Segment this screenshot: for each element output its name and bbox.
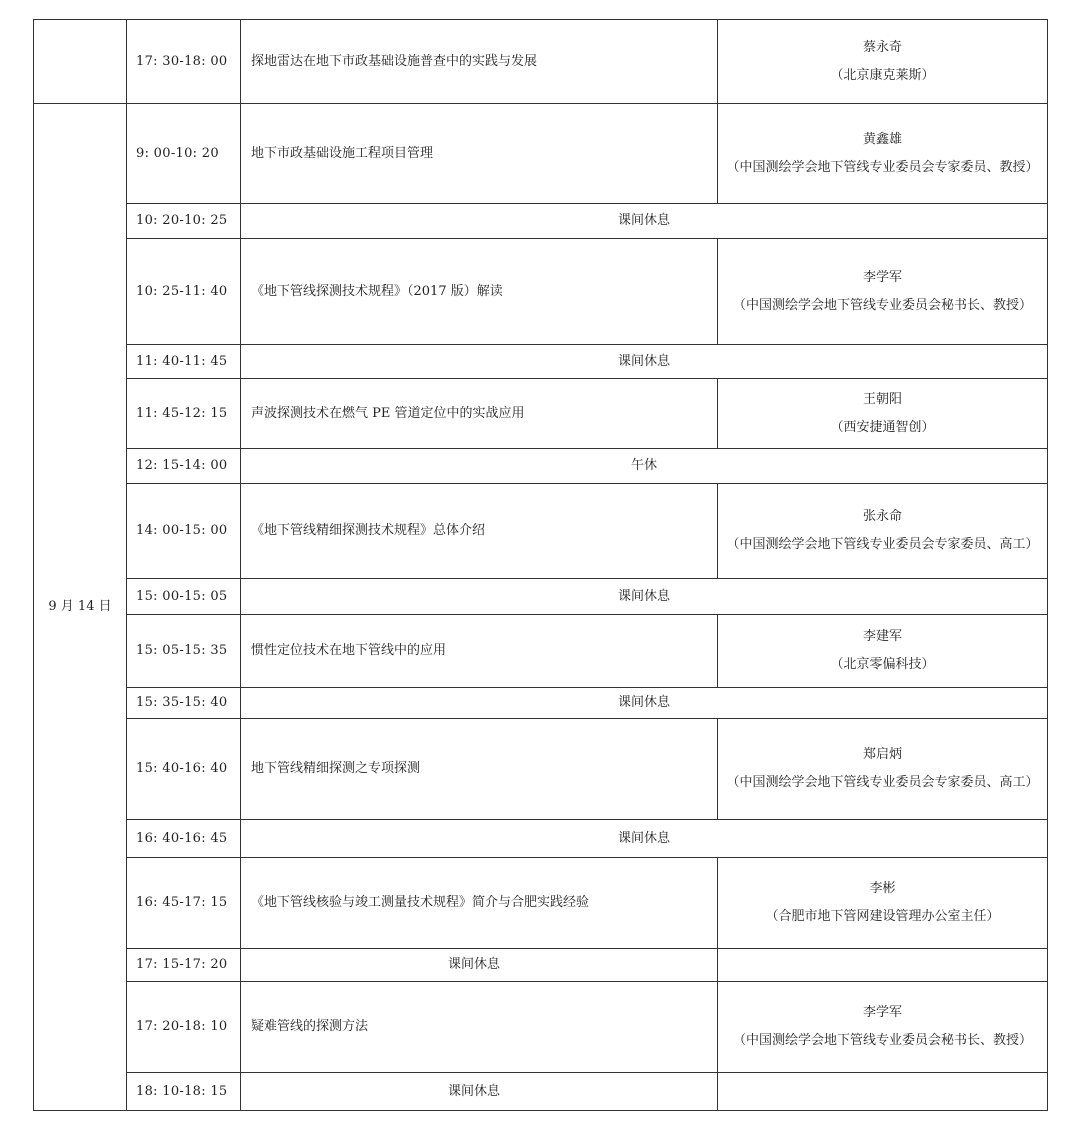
break-row	[34, 345, 1048, 379]
break-row	[34, 820, 1048, 858]
time-cell: 15: 05-15: 35	[127, 615, 241, 688]
time-cell: 15: 00-15: 05	[127, 579, 241, 615]
table-row	[34, 982, 1048, 1073]
time-cell: 10: 20-10: 25	[127, 204, 241, 239]
speaker-cell	[718, 719, 1048, 820]
date-cell-empty	[34, 20, 127, 104]
speaker-name: 张永命	[862, 509, 902, 524]
time-cell: 16: 40-16: 45	[127, 820, 241, 858]
table-row	[34, 484, 1048, 579]
speaker-affiliation: （合肥市地下管网建设管理办公室主任）	[765, 909, 1000, 924]
topic-cell: 疑难管线的探测方法	[241, 982, 718, 1073]
time-cell: 11: 45-12: 15	[127, 379, 241, 449]
break-row	[34, 579, 1048, 615]
table-row	[34, 104, 1048, 204]
speaker-name: 李彬	[869, 881, 896, 896]
time-cell: 14: 00-15: 00	[127, 484, 241, 579]
speaker-name: 李学军	[862, 1005, 902, 1020]
topic-cell: 地下管线精细探测之专项探测	[241, 719, 718, 820]
time-cell: 17: 30-18: 00	[127, 20, 241, 104]
break-label: 课间休息	[241, 579, 1048, 615]
break-label: 课间休息	[241, 949, 718, 982]
speaker-name: 李学军	[862, 269, 902, 285]
topic-cell: 《地下管线精细探测技术规程》总体介绍	[241, 484, 718, 579]
time-cell: 11: 40-11: 45	[127, 345, 241, 379]
time-cell: 18: 10-18: 15	[127, 1073, 241, 1111]
table-row	[34, 379, 1048, 449]
topic-cell: 《地下管线核验与竣工测量技术规程》简介与合肥实践经验	[241, 858, 718, 949]
date-cell: 9 月 14 日	[34, 104, 127, 1111]
table-row	[34, 20, 1048, 104]
speaker-name: 王朝阳	[862, 391, 902, 407]
speaker-affiliation: （中国测绘学会地下管线专业委员会秘书长、教授）	[732, 1033, 1032, 1048]
table-row	[34, 239, 1048, 345]
speaker-name: 郑启炳	[862, 747, 902, 762]
speaker-cell	[718, 484, 1048, 579]
time-cell: 16: 45-17: 15	[127, 858, 241, 949]
lunch-break-label: 午休	[241, 449, 1048, 484]
speaker-affiliation: （北京零偏科技）	[830, 657, 935, 672]
speaker-name: 蔡永奇	[862, 39, 902, 55]
table-row	[34, 858, 1048, 949]
speaker-cell	[718, 239, 1048, 345]
break-row	[34, 1073, 1048, 1111]
break-label: 课间休息	[241, 204, 1048, 239]
speaker-cell	[718, 379, 1048, 449]
break-label: 课间休息	[241, 820, 1048, 858]
speaker-affiliation: （中国测绘学会地下管线专业委员会专家委员、高工）	[726, 537, 1039, 552]
table-row	[34, 719, 1048, 820]
topic-cell: 地下市政基础设施工程项目管理	[241, 104, 718, 204]
speaker-cell	[718, 982, 1048, 1073]
break-label: 课间休息	[241, 345, 1048, 379]
speaker-cell	[718, 858, 1048, 949]
time-cell: 9: 00-10: 20	[127, 104, 241, 204]
speaker-affiliation: （北京康克莱斯）	[830, 67, 935, 83]
topic-cell: 《地下管线探测技术规程》（2017 版）解读	[241, 239, 718, 345]
time-cell: 15: 35-15: 40	[127, 688, 241, 719]
speaker-name: 黄鑫雄	[862, 131, 902, 147]
speaker-cell-empty	[718, 949, 1048, 982]
time-cell: 12: 15-14: 00	[127, 449, 241, 484]
speaker-cell	[718, 104, 1048, 204]
table-row	[34, 615, 1048, 688]
time-cell: 10: 25-11: 40	[127, 239, 241, 345]
topic-cell: 惯性定位技术在地下管线中的应用	[241, 615, 718, 688]
break-row	[34, 949, 1048, 982]
break-label: 课间休息	[241, 688, 1048, 719]
time-cell: 15: 40-16: 40	[127, 719, 241, 820]
speaker-affiliation: （中国测绘学会地下管线专业委员会秘书长、教授）	[732, 297, 1032, 313]
speaker-cell	[718, 20, 1048, 104]
time-cell: 17: 15-17: 20	[127, 949, 241, 982]
speaker-affiliation: （西安捷通智创）	[830, 419, 935, 435]
topic-cell: 声波探测技术在燃气 PE 管道定位中的实战应用	[241, 379, 718, 449]
schedule-table	[33, 19, 1048, 1111]
speaker-affiliation: （中国测绘学会地下管线专业委员会专家委员、教授）	[726, 159, 1039, 175]
speaker-cell-empty	[718, 1073, 1048, 1111]
time-cell: 17: 20-18: 10	[127, 982, 241, 1073]
break-row	[34, 204, 1048, 239]
break-row	[34, 688, 1048, 719]
break-label: 课间休息	[241, 1073, 718, 1111]
speaker-affiliation: （中国测绘学会地下管线专业委员会专家委员、高工）	[726, 775, 1039, 790]
topic-cell: 探地雷达在地下市政基础设施普查中的实践与发展	[241, 20, 718, 104]
speaker-name: 李建军	[862, 629, 902, 644]
break-row	[34, 449, 1048, 484]
speaker-cell	[718, 615, 1048, 688]
